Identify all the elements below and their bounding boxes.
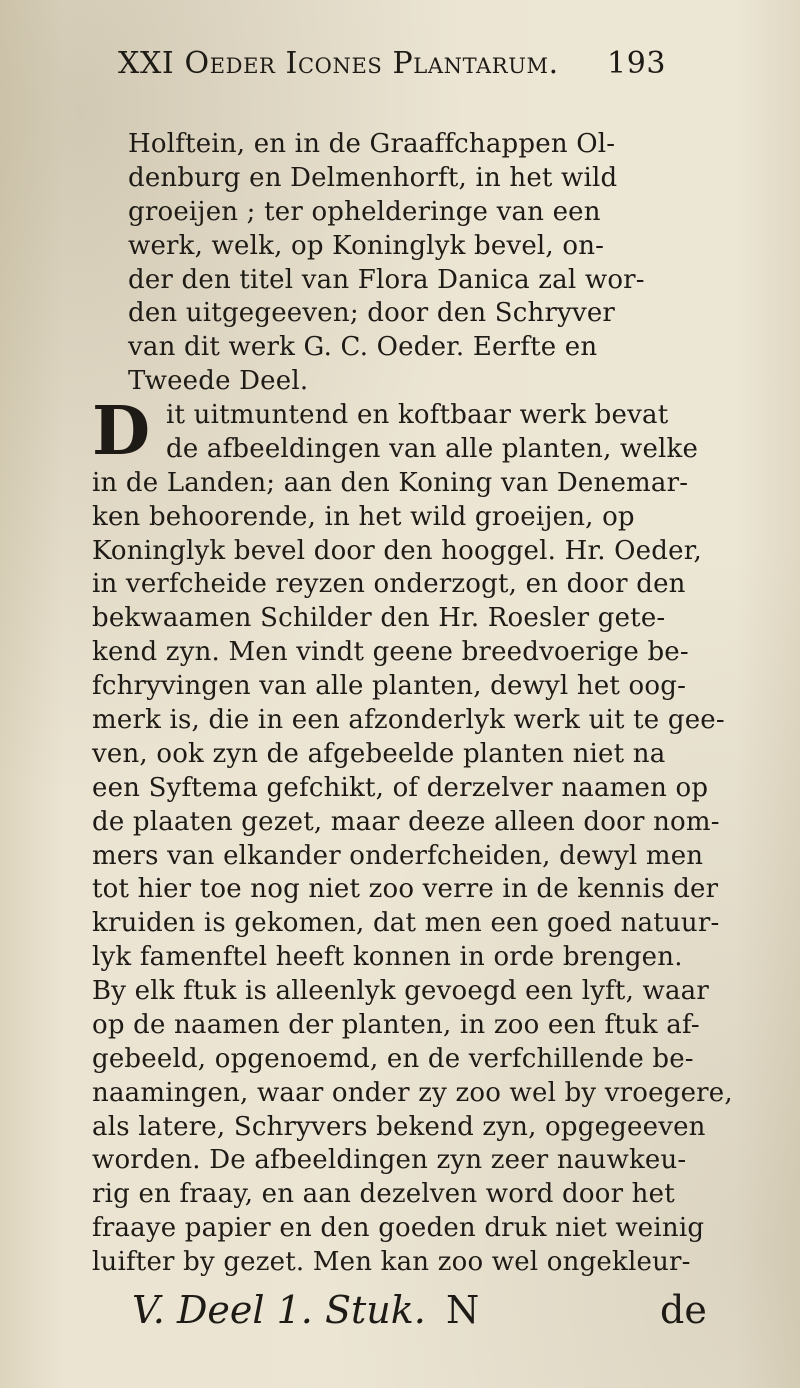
text-line: werk, welk, op Koninglyk bevel, on- [128, 231, 605, 261]
page-number: 193 [607, 46, 667, 81]
text-line: kend zyn. Men vindt geene breedvoerige be- [92, 637, 689, 667]
catchword: de [660, 1288, 707, 1332]
text-line: mers van elkander onderfcheiden, dewyl men [92, 841, 704, 871]
text-line: Tweede Deel. [128, 366, 309, 396]
running-head [118, 46, 666, 82]
text-line: in verfcheide reyzen onderzogt, en door den [92, 569, 686, 599]
text-line: den uitgegeeven; door den Schryver [128, 298, 616, 328]
text-line: fraaye papier en den goeden druk niet weinig [92, 1213, 705, 1243]
signature: V. Deel 1. Stuk. [132, 1288, 426, 1332]
text-line: kruiden is gekomen, dat men een goed natuur- [92, 908, 720, 938]
text-line: luifter by gezet. Men kan zoo wel ongekleur- [92, 1247, 691, 1277]
drop-cap: D [92, 391, 151, 470]
text-line: bekwaamen Schilder den Hr. Roesler gete- [92, 603, 666, 633]
text-line: it uitmuntend en koftbaar werk bevat [166, 400, 669, 430]
running-head-title: XXI Oeder Icones Plantarum. [118, 46, 559, 81]
text-line: Koninglyk bevel door den hooggel. Hr. Oeder, [92, 536, 702, 566]
page-footer [0, 1288, 800, 1332]
text-line: der den titel van Flora Danica zal wor- [128, 265, 645, 295]
text-line: fchryvingen van alle planten, dewyl het oog- [92, 671, 687, 701]
text-line: naamingen, waar onder zy zoo wel by vroegere, [92, 1078, 733, 1108]
text-line: Holftein, en in de Graaffchappen Ol- [128, 129, 616, 159]
signature-mark: N [446, 1288, 480, 1332]
text-line: denburg en Delmenhorft, in het wild [128, 163, 618, 193]
text-line: van dit werk G. C. Oeder. Eerfte en [128, 332, 598, 362]
text-line: ven, ook zyn de afgebeelde planten niet na [92, 739, 666, 769]
text-line: op de naamen der planten, in zoo een ftuk af- [92, 1010, 700, 1040]
text-line: By elk ftuk is alleenlyk gevoegd een lyft, waar [92, 976, 709, 1006]
text-line: worden. De afbeeldingen zyn zeer nauwkeu- [92, 1145, 687, 1175]
text-line: een Syftema gefchikt, of derzelver naamen op [92, 773, 709, 803]
text-line: de plaaten gezet, maar deeze alleen door nom- [92, 807, 720, 837]
text-line: de afbeeldingen van alle planten, welke [166, 434, 699, 464]
text-line: rig en fraay, en aan dezelven word door het [92, 1179, 675, 1209]
text-line: gebeeld, opgenoemd, en de verfchillende be- [92, 1044, 694, 1074]
text-line: ken behoorende, in het wild groeijen, op [92, 502, 635, 532]
text-line: als latere, Schryvers bekend zyn, opgegeeven [92, 1112, 706, 1142]
text-line: groeijen ; ter ophelderinge van een [128, 197, 601, 227]
text-line: lyk famenftel heeft konnen in orde brengen. [92, 942, 683, 972]
text-line: merk is, die in een afzonderlyk werk uit te gee- [92, 705, 725, 735]
text-line: tot hier toe nog niet zoo verre in de kennis der [92, 874, 719, 904]
text-line: in de Landen; aan den Koning van Denemar- [92, 468, 689, 498]
